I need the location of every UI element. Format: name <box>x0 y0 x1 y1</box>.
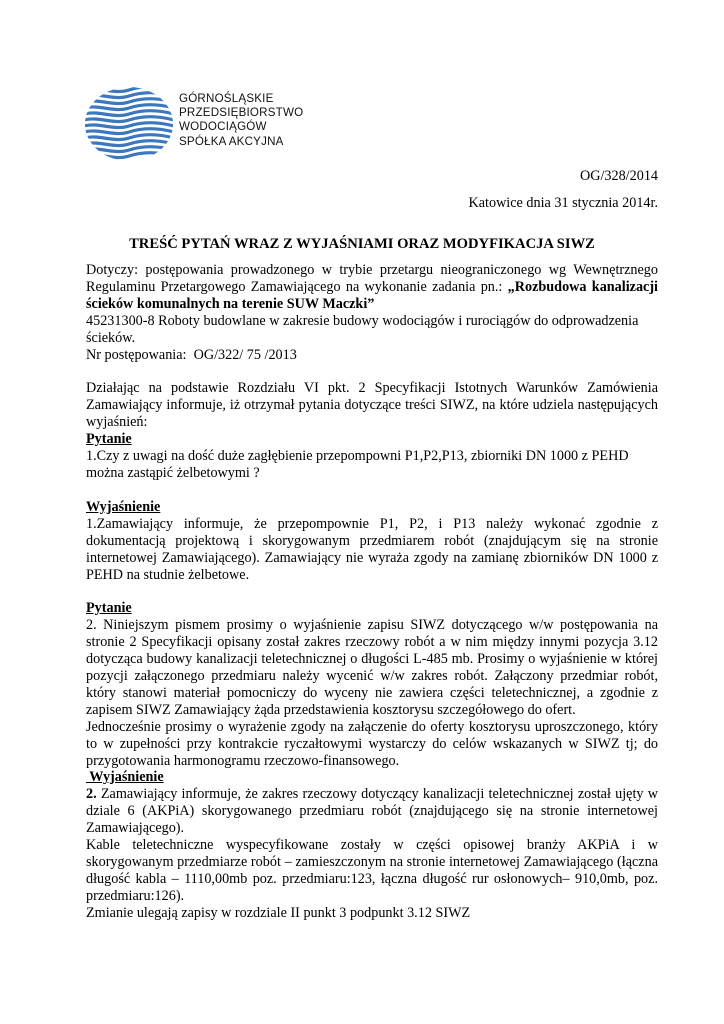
question-2-text-2: Jednocześnie prosimy o wyrażenie zgody na załączenie do oferty kosztorysu uproszczonego, który to w zupełności przy kontrakcie ryczałtowymi wystarczy do celów wskazanych w SIWZ tj; do przygotowania harmonogramu rzeczowo-finansowego. <box>86 718 658 769</box>
company-name-line-1: GÓRNOŚLĄSKIE <box>179 92 274 105</box>
subject-intro: Dotyczy: postępowania prowadzonego w trybie przetargu nieograniczonego wg Wewnętrznego Regulaminu Przetargowego Zamawiającego na wykonanie zadania pn.: <box>86 262 658 295</box>
answer-2-text-2: Kable teletechniczne wyspecyfikowane zostały w części opisowej branży AKPiA i w skorygowanym przedmiarze robót – zamieszczonym na stronie internetowej Zamawiającego (łączna długość kabla – 1110,00mb poz. przedmiaru:123, łączna długość rur osłonowych– 910,0mb, poz. przedmiaru:126). <box>86 837 658 904</box>
cpv-code: 45231300-8 Roboty budowlane w zakresie budowy wodociągów i rurociągów do odprowadzenia ścieków. <box>86 312 639 346</box>
place-and-date: Katowice dnia 31 stycznia 2014r. <box>468 195 658 211</box>
answer-2-number: 2. <box>86 786 97 803</box>
company-name-line-4: SPÓŁKA AKCYJNA <box>179 134 284 148</box>
company-name-line-2: PRZEDSIĘBIORSTWO <box>179 106 304 120</box>
company-logo-waves-icon <box>84 86 174 162</box>
procedure-number-label: Nr postępowania: <box>86 346 187 363</box>
company-name <box>179 92 303 149</box>
document-title: TREŚĆ PYTAŃ WRAZ Z WYJAŚNIAMI ORAZ MODYFIKACJA SIWZ <box>129 236 595 252</box>
answer-1-text: 1.Zamawiający informuje, że przepompownie P1, P2, i P13 należy wykonać zgodnie z dokumentacją projektową i skorygowanym przedmiarem robót (znajdującym się na stronie internetowej Zamawiającego). Zamawiający nie wyraża zgody na zamianę zbiorników DN 1000 z PEHD na studnie żelbetowe. <box>86 515 658 583</box>
answer-1-heading: Wyjaśnienie <box>86 498 161 515</box>
document-body <box>86 262 658 922</box>
procedure-number <box>86 347 658 364</box>
answer-2-heading: Wyjaśnienie <box>86 769 164 786</box>
question-1-heading: Pytanie <box>86 431 132 448</box>
company-name-line-3: WODOCIĄGÓW <box>179 120 267 134</box>
question-1-text: 1.Czy z uwagi na dość duże zagłębienie przepompowni P1,P2,P13, zbiorniki DN 1000 z PEHD można zastąpić żelbetowymi ? <box>86 448 629 481</box>
intro-paragraph: Działając na podstawie Rozdziału VI pkt. 2 Specyfikacji Istotnych Warunków Zamówienia Zamawiający informuje, iż otrzymał pytania dotyczące treści SIWZ, na które udziela następujących wyjaśnień: <box>86 380 658 431</box>
question-2-heading: Pytanie <box>86 600 132 617</box>
procedure-number-value: OG/322/ 75 /2013 <box>186 346 297 363</box>
task-name: „Rozbudowa kanalizacji ścieków komunalnych na terenie SUW Maczki” <box>86 278 659 312</box>
subject-paragraph <box>86 262 658 313</box>
reference-number: OG/328/2014 <box>579 168 658 184</box>
answer-2-text-1 <box>86 786 658 837</box>
question-2-text-1: 2. Niniejszym pismem prosimy o wyjaśnienie zapisu SIWZ dotyczącego w/w postępowania na stronie 2 Specyfikacji opisany został zakres rzeczowy robót a w nim między innymi pozycja 3.12 dotycząca budowy kanalizacji teletechnicznej o długości L-485 mb. Prosimy o wyjaśnienie w której pozycji załączonego przedmiaru należy wycenić w/w zakres robót. Załączony przedmiar robót, który stanowi materiał pomocniczy do wyceny nie zawiera części teletechnicznej, a zgodnie z zapisem SIWZ Zamawiający żąda przedstawienia kosztorysu szczegółowego do ofert. <box>86 617 658 718</box>
answer-2-text-1-body: Zamawiający informuje, że zakres rzeczowy dotyczący kanalizacji teletechnicznej został ujęty w dziale 6 (AKPiA) skorygowanego przedmiaru robót (znajdującego się na stronie internetowej Zamawiającego). <box>86 786 658 837</box>
answer-2-text-3: Zmianie ulegają zapisy w rozdziale II punkt 3 podpunkt 3.12 SIWZ <box>86 904 471 921</box>
